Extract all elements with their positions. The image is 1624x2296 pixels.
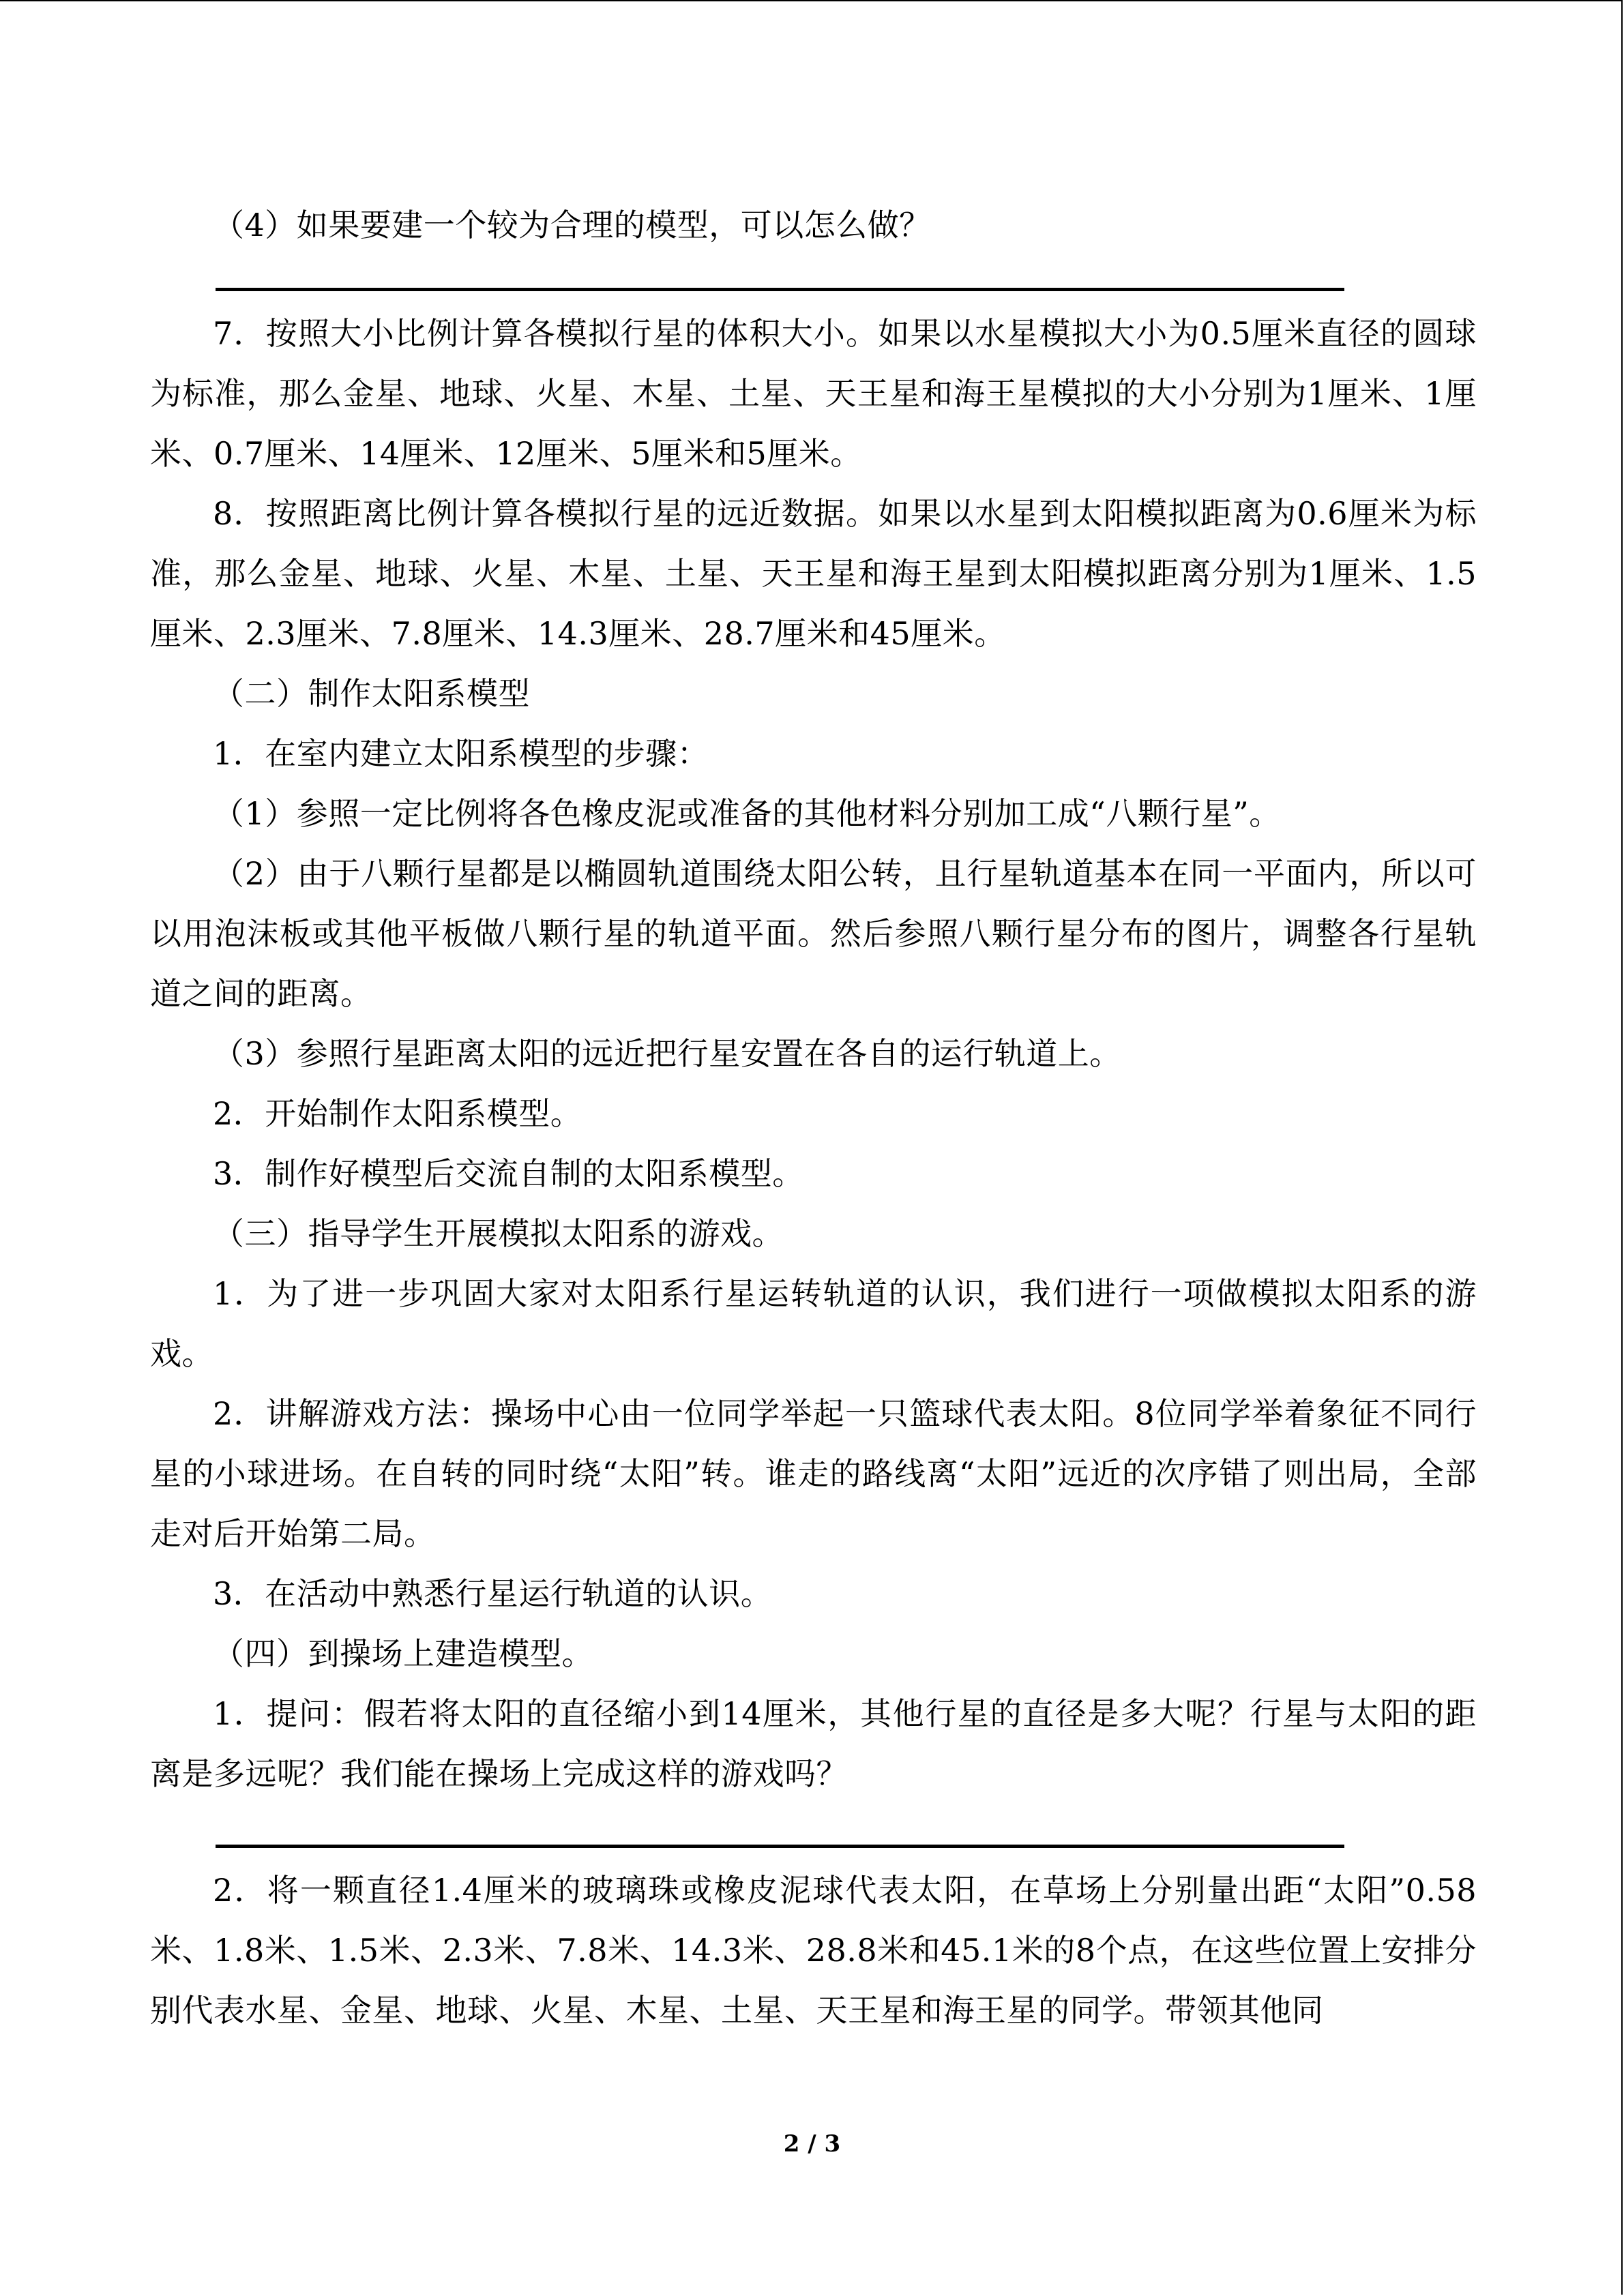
paragraph-game-3: 3．在活动中熟悉行星运行轨道的认识。 xyxy=(213,1575,773,1612)
paragraph-step-2: 2．开始制作太阳系模型。 xyxy=(213,1095,582,1132)
paragraph-substep-2: （2）由于八颗行星都是以椭圆轨道围绕太阳公转，且行星轨道基本在同一平面内，所以可以用泡沫板或其他平板做八颗行星的轨道平面。然后参照八颗行星分布的图片，调整各行星轨道之间的距离。 xyxy=(150,855,1477,1012)
section-heading-2: （二）制作太阳系模型 xyxy=(213,675,530,712)
paragraph-step-1: 1．在室内建立太阳系模型的步骤： xyxy=(213,735,709,772)
answer-line xyxy=(216,1845,1344,1848)
paragraph-game-2: 2．讲解游戏方法：操场中心由一位同学举起一只篮球代表太阳。8位同学举着象征不同行星的小球进场。在自转的同时绕“太阳”转。谁走的路线离“太阳”远近的次序错了则出局，全部走对后开始第二局。 xyxy=(150,1395,1477,1552)
paragraph-model-2: 2．将一颗直径1.4厘米的玻璃珠或橡皮泥球代表太阳，在草场上分别量出距“太阳”0.58米、1.8米、1.5米、2.3米、7.8米、14.3米、28.8米和45.1米的8个点，在这些位置上安排分别代表水星、金星、地球、火星、木星、土星、天王星和海王星的同学。带领其他同 xyxy=(150,1872,1477,2029)
section-heading-4: （四）到操场上建造模型。 xyxy=(213,1635,593,1672)
paragraph-step-3: 3．制作好模型后交流自制的太阳系模型。 xyxy=(213,1155,804,1192)
paragraph-item-7: 7．按照大小比例计算各模拟行星的体积大小。如果以水星模拟大小为0.5厘米直径的圆球为标准，那么金星、地球、火星、木星、土星、天王星和海王星模拟的大小分别为1厘米、1厘米、0.7厘米、14厘米、12厘米、5厘米和5厘米。 xyxy=(150,315,1477,472)
answer-line xyxy=(216,288,1344,291)
paragraph-question-1: 1．提问：假若将太阳的直径缩小到14厘米，其他行星的直径是多大呢？行星与太阳的距离是多远呢？我们能在操场上完成这样的游戏吗？ xyxy=(150,1695,1477,1792)
paragraph-substep-1: （1）参照一定比例将各色橡皮泥或准备的其他材料分别加工成“八颗行星”。 xyxy=(213,795,1281,832)
section-heading-3: （三）指导学生开展模拟太阳系的游戏。 xyxy=(213,1215,784,1252)
paragraph-item-8: 8．按照距离比例计算各模拟行星的远近数据。如果以水星到太阳模拟距离为0.6厘米为标准，那么金星、地球、火星、木星、土星、天王星和海王星到太阳模拟距离分别为1厘米、1.5厘米、2.3厘米、7.8厘米、14.3厘米、28.7厘米和45厘米。 xyxy=(150,495,1477,652)
page-number: 2 / 3 xyxy=(783,2130,841,2158)
paragraph-q4: （4）如果要建一个较为合理的模型，可以怎么做？ xyxy=(213,207,931,243)
paragraph-game-1: 1．为了进一步巩固大家对太阳系行星运转轨道的认识，我们进行一项做模拟太阳系的游戏。 xyxy=(150,1275,1477,1372)
document-body xyxy=(150,195,1477,2040)
paragraph-substep-3: （3）参照行星距离太阳的远近把行星安置在各自的运行轨道上。 xyxy=(213,1035,1121,1072)
